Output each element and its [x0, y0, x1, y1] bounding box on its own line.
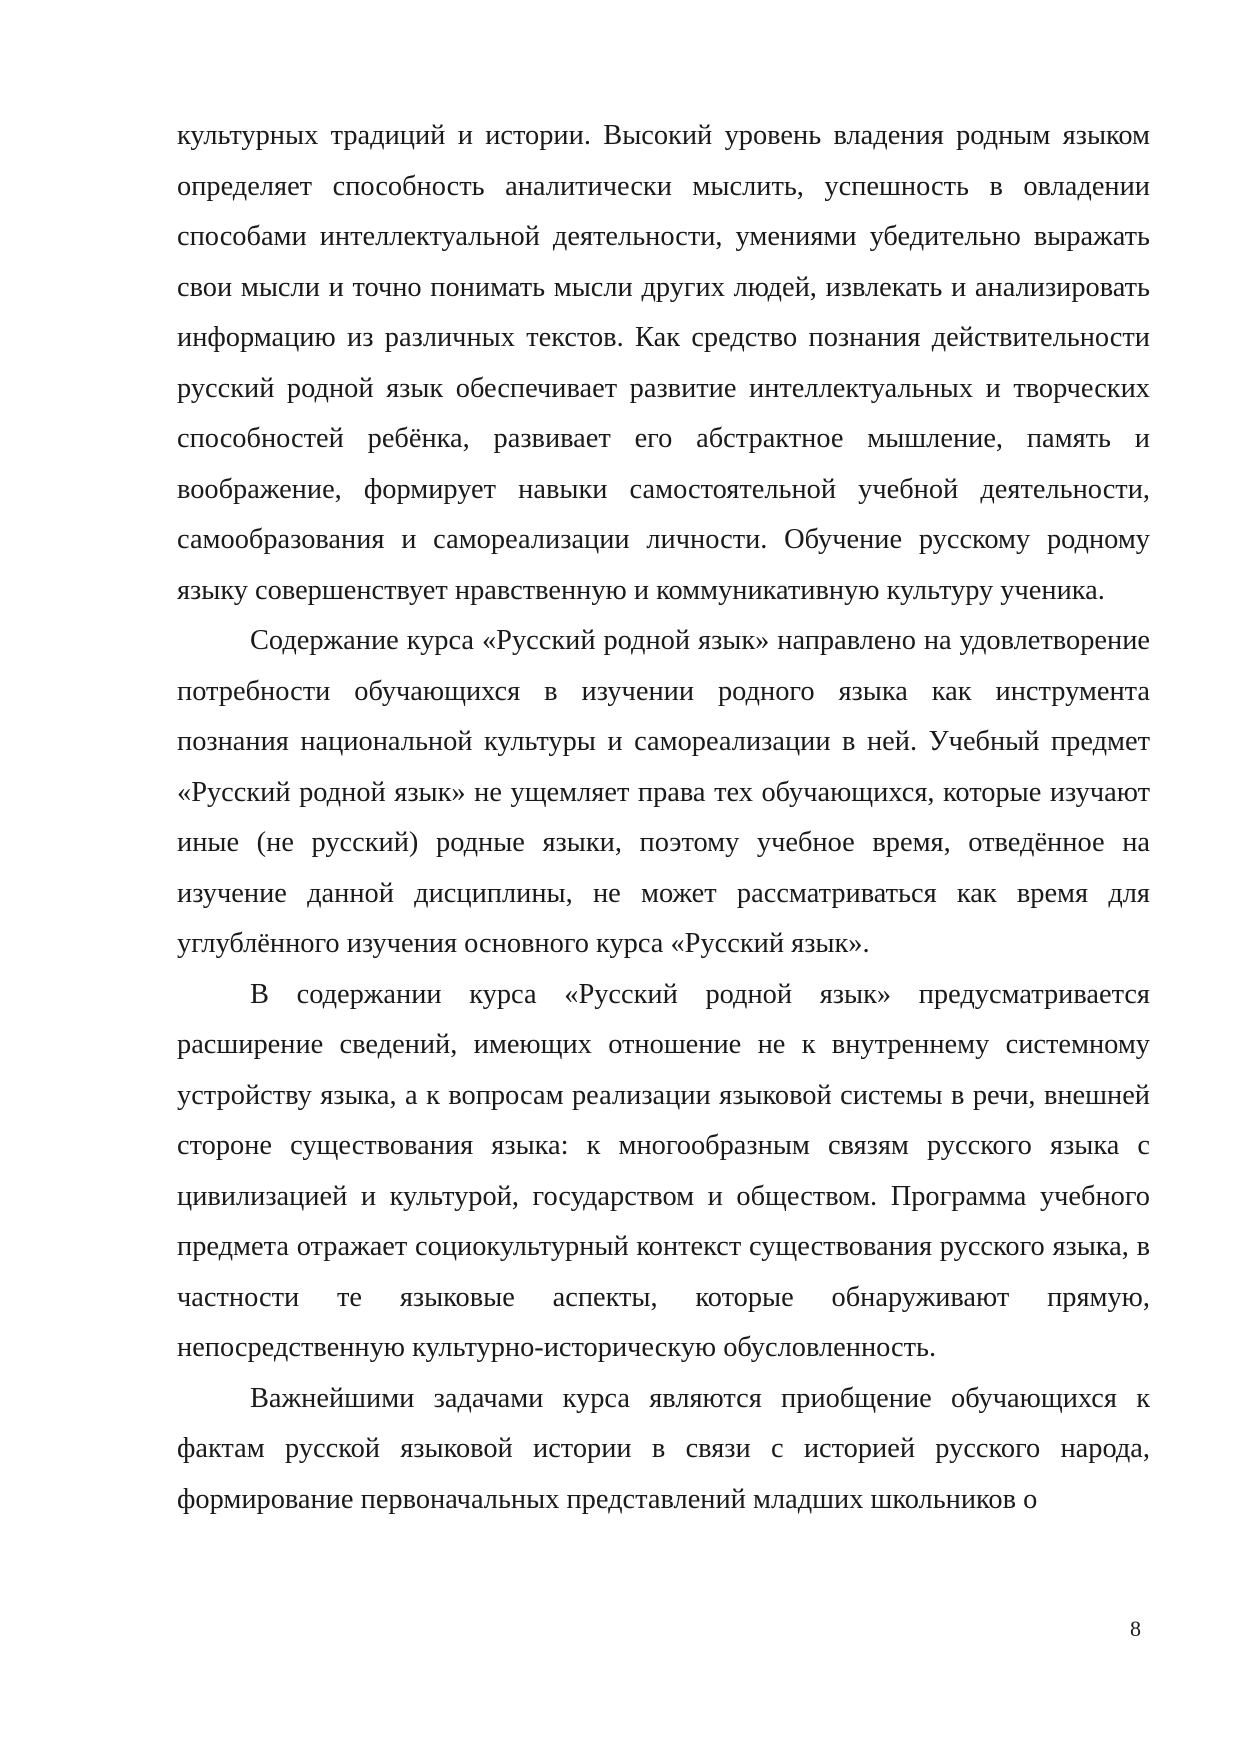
paragraph-continuation: культурных традиций и истории. Высокий уровень владения родным языком определяет способность аналитически мыслить, успешность в овладении способами интеллектуальной деятельности, умениями убедительно выражать свои мысли и точно понимать мысли других людей, извлекать и анализировать информацию из различных текстов. Как средство познания действительности русский родной язык обеспечивает развитие интеллектуальных и творческих способностей ребёнка, развивает его абстрактное мышление, память и воображение, формирует навыки самостоятельной учебной деятельности, самообразования и самореализации личности. Обучение русскому родному языку совершенствует нравственную и коммуникативную культуру ученика. — [177, 120, 1150, 606]
page-number: 8 — [1130, 1616, 1141, 1641]
paragraph-course-tasks: Важнейшими задачами курса являются приобщение обучающихся к фактам русской языковой истории в связи с историей русского народа, формирование первоначальных представлений младших школьников о — [177, 1382, 1150, 1515]
body-text — [177, 111, 1150, 1525]
paragraph-course-content: Содержание курса «Русский родной язык» направлено на удовлетворение потребности обучающихся в изучении родного языка как инструмента познания национальной культуры и самореализации в ней. Учебный предмет «Русский родной язык» не ущемляет права тех обучающихся, которые изучают иные (не русский) родные языки, поэтому учебное время, отведённое на изучение данной дисциплины, не может рассматриваться как время для углублённого изучения основного курса «Русский язык». — [177, 625, 1150, 959]
paragraph-course-scope: В содержании курса «Русский родной язык» предусматривается расширение сведений, имеющих отношение не к внутреннему системному устройству языка, а к вопросам реализации языковой системы в речи, внешней стороне существования языка: к многообразным связям русского языка с цивилизацией и культурой, государством и обществом. Программа учебного предмета отражает социокультурный контекст существования русского языка, в частности те языковые аспекты, которые обнаруживают прямую, непосредственную культурно-историческую обусловленность. — [177, 978, 1150, 1363]
